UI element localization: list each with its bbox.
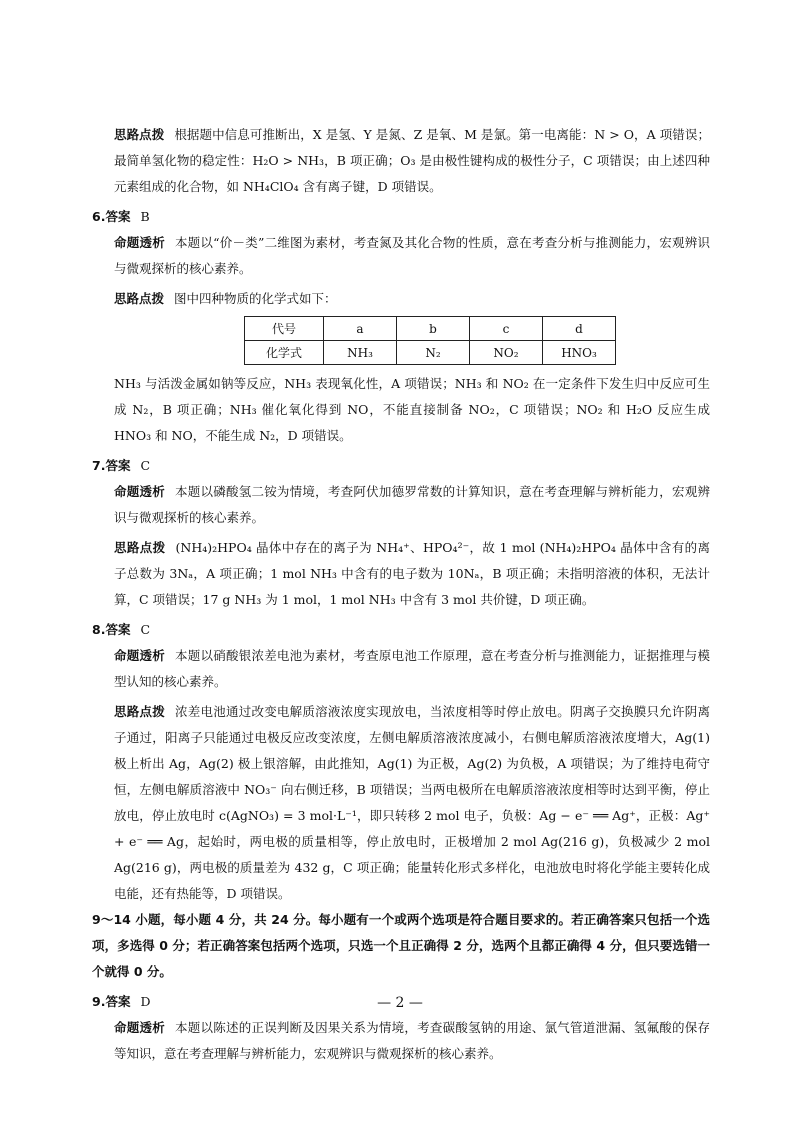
q8-answer: C	[140, 622, 151, 637]
q9-number: 9.	[92, 994, 106, 1009]
q7-sllj	[92, 535, 710, 613]
table-row	[245, 317, 616, 341]
mttx-label: 命题透析	[114, 648, 165, 663]
q8-answer-line	[92, 617, 710, 643]
q8-mttx-text: 本题以硝酸银浓差电池为素材，考查原电池工作原理，意在考查分析与推测能力，证据推理与模型认知的核心素养。	[114, 648, 710, 689]
q9-answer-label: 答案	[105, 994, 131, 1009]
table-cell: 代号	[245, 317, 324, 341]
table-cell: HNO₃	[543, 341, 616, 365]
q7-mttx-text: 本题以磷酸氢二铵为情境，考查阿伏加德罗常数的计算知识，意在考查理解与辨析能力，宏观辨识与微观探析的核心素养。	[114, 484, 710, 525]
q9-mttx	[92, 1015, 710, 1067]
page-number: — 2 —	[377, 995, 423, 1011]
table-cell: d	[543, 317, 616, 341]
q8-mttx	[92, 643, 710, 695]
q8-sllj	[92, 699, 710, 907]
q6-sllj-intro: 图中四种物质的化学式如下：	[174, 291, 337, 306]
table-cell: a	[324, 317, 397, 341]
q6-number: 6.	[92, 209, 106, 224]
mttx-label: 命题透析	[114, 1020, 165, 1035]
mttx-label: 命题透析	[114, 484, 165, 499]
q6-explain: NH₃ 与活泼金属如钠等反应，NH₃ 表现氧化性，A 项错误；NH₃ 和 NO₂ 在一定条件下发生归中反应可生成 N₂，B 项正确；NH₃ 催化氧化得到 NO，不能直接制备 NO₂，C 项错误；NO₂ 和 H₂O 反应生成 HNO₃ 和 NO，不能生成 N₂，D 项错误。	[114, 376, 710, 443]
q6-answer-label: 答案	[105, 209, 131, 224]
q5-sllj-text: 根据题中信息可推断出，X 是氢、Y 是氮、Z 是氧、M 是氯。第一电离能：N > O，A 项错误；最简单氢化物的稳定性：H₂O > NH₃，B 项正确；O₃ 是由极性键构成的极性分子，C 项错误；由上述四种元素组成的化合物，如 NH₄ClO₄ 含有离子键，D 项错误。	[114, 127, 710, 194]
table-cell: b	[397, 317, 470, 341]
q6-answer: B	[140, 209, 150, 224]
q6-sllj	[92, 286, 710, 312]
q8-answer-label: 答案	[105, 622, 131, 637]
q6-answer-line	[92, 204, 710, 230]
mttx-label: 命题透析	[114, 235, 165, 250]
q6-mttx	[92, 230, 710, 282]
q8-number: 8.	[92, 622, 106, 637]
sllj-label: 思路点拨	[114, 127, 165, 142]
section-instructions: 9～14 小题，每小题 4 分，共 24 分。每小题有一个或两个选项是符合题目要求的。若正确答案只包括一个选项，多选得 0 分；若正确答案包括两个选项，只选一个且正确得 2 分，选两个且都正确得 4 分，但只要选错一个就得 0 分。	[92, 912, 710, 979]
q7-answer-line	[92, 453, 710, 479]
table-cell: 化学式	[245, 341, 324, 365]
q6-mttx-text: 本题以“价－类”二维图为素材，考查氮及其化合物的性质，意在考查分析与推测能力，宏观辨识与微观探析的核心素养。	[114, 235, 710, 276]
table-cell: c	[470, 317, 543, 341]
table-row	[245, 341, 616, 365]
q5-sllj	[92, 122, 710, 200]
q9-mttx-text: 本题以陈述的正误判断及因果关系为情境，考查碳酸氢钠的用途、氯气管道泄漏、氢氟酸的保存等知识，意在考查理解与辨析能力，宏观辨识与微观探析的核心素养。	[114, 1020, 710, 1061]
q7-mttx	[92, 479, 710, 531]
sllj-label: 思路点拨	[114, 291, 165, 306]
q7-answer: C	[140, 458, 151, 473]
page-content	[92, 122, 710, 1067]
sllj-label: 思路点拨	[114, 540, 166, 555]
q7-sllj-text: (NH₄)₂HPO₄ 晶体中存在的离子为 NH₄⁺、HPO₄²⁻，故 1 mol (NH₄)₂HPO₄ 晶体中含有的离子总数为 3Nₐ，A 项正确；1 mol NH₃ 中含有的电子数为 10Nₐ，B 项正确；未指明溶液的体积，无法计算，C 项错误；17 g NH₃ 为 1 mol，1 mol NH₃ 中含有 3 mol 共价键，D 项正确。	[114, 540, 710, 607]
table-cell: N₂	[397, 341, 470, 365]
q7-answer-label: 答案	[105, 458, 131, 473]
sllj-label: 思路点拨	[114, 704, 165, 719]
q7-number: 7.	[92, 458, 106, 473]
q9-answer: D	[140, 994, 151, 1009]
q6-formula-table	[244, 316, 616, 365]
table-cell: NO₂	[470, 341, 543, 365]
table-cell: NH₃	[324, 341, 397, 365]
q8-sllj-text: 浓差电池通过改变电解质溶液浓度实现放电，当浓度相等时停止放电。阴离子交换膜只允许阴离子通过，阳离子只能通过电极反应改变浓度，左侧电解质溶液浓度减小，右侧电解质溶液浓度增大，Ag(1) 极上析出 Ag，Ag(2) 极上银溶解，由此推知，Ag(1) 为正极，Ag(2) 为负极，A 项错误；为了维持电荷守恒，左侧电解质溶液中 NO₃⁻ 向右侧迁移，B 项错误；当两电极所在电解质溶液浓度相等时达到平衡，停止放电，停止放电时 c(AgNO₃) = 3 mol·L⁻¹，即只转移 2 mol 电子，负极：Ag − e⁻ ══ Ag⁺，正极：Ag⁺ + e⁻ ══ Ag，起始时，两电极的质量相等，停止放电时，正极增加 2 mol Ag(216 g)，负极减少 2 mol Ag(216 g)，两电极的质量差为 432 g，C 项正确；能量转化形式多样化，电池放电时将化学能主要转化成电能，还有热能等，D 项错误。	[114, 704, 710, 901]
